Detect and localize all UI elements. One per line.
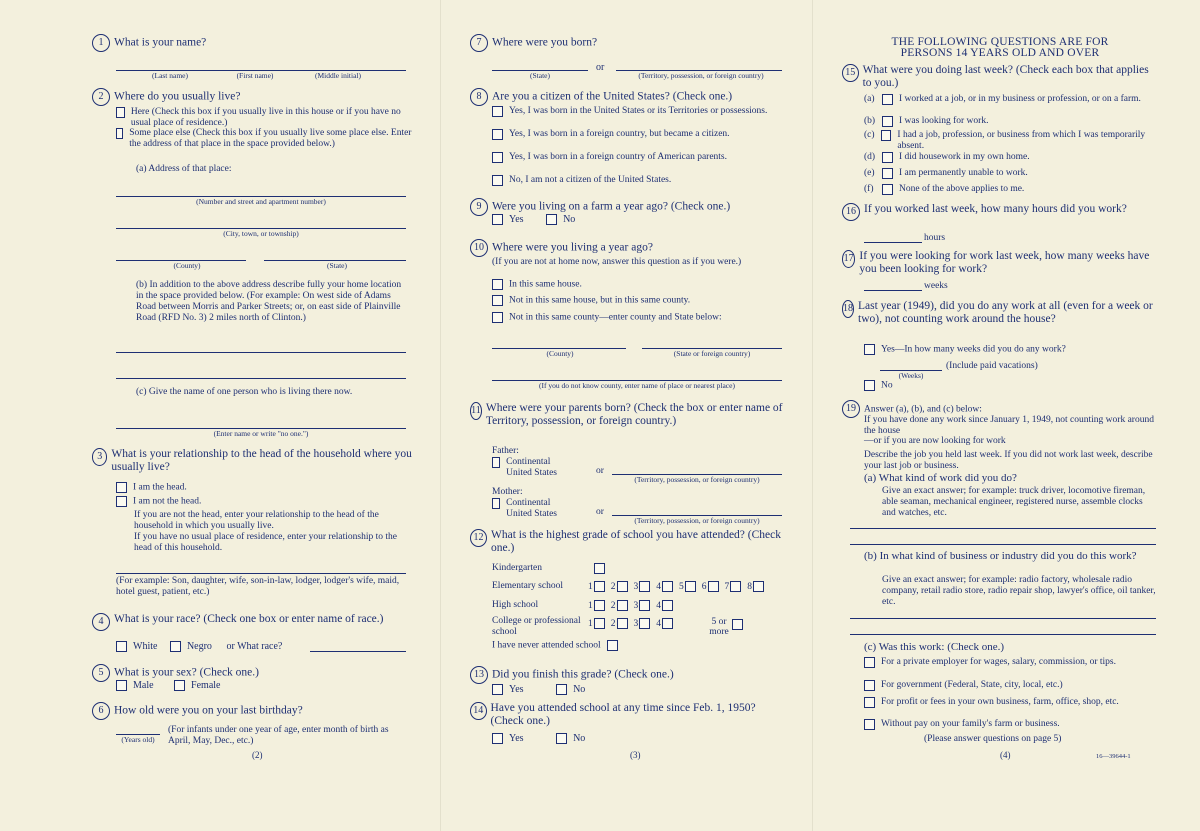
option-label: I worked at a job, or in my business or profession, or on a farm.	[899, 94, 1141, 104]
grade-number: 2	[610, 600, 616, 611]
high-school-label: High school	[492, 600, 539, 610]
option-label: Not in this same house, but in this same county.	[509, 295, 691, 306]
question-6	[92, 702, 414, 720]
activity-option-a	[864, 94, 1158, 105]
option-label: No, I am not a citizen of the United States.	[509, 175, 672, 185]
caption-territory: (Territory, possession, or foreign country)	[638, 71, 764, 80]
farm-options	[492, 214, 575, 226]
grade-number: 6	[701, 581, 707, 592]
checkbox-yes[interactable]	[492, 214, 503, 225]
fold-line	[812, 0, 813, 831]
question-text: Did you finish this grade? (Check one.)	[492, 668, 674, 681]
option-not-head	[116, 496, 201, 508]
option-label: Negro	[186, 641, 212, 652]
q19-condition-1: If you have done any work since January 1, 1949, not counting work around the house	[864, 415, 1154, 436]
college-grade-3	[634, 619, 653, 629]
option-label: No	[573, 733, 586, 744]
checkbox[interactable]	[594, 618, 605, 629]
question-text: Have you attended school at any time since Feb. 1, 1950? (Check one.)	[490, 702, 756, 728]
residence-option-1	[492, 279, 582, 291]
grade-number: 4	[656, 581, 661, 592]
question-number: 15	[842, 64, 859, 82]
option-label: Yes	[509, 733, 524, 744]
caption-enter-name: (Enter name or write "no one.")	[213, 429, 309, 438]
option-label: In this same house.	[509, 279, 582, 290]
checkbox-yes[interactable]	[492, 733, 503, 744]
question-number: 9	[470, 198, 488, 216]
address-label: (a) Address of that place:	[136, 164, 232, 174]
grade-number: 8	[747, 581, 752, 592]
elementary-grade-1	[588, 582, 607, 592]
checkbox[interactable]	[882, 184, 893, 195]
relationship-field[interactable]	[116, 573, 406, 574]
grade-number: 3	[633, 581, 639, 592]
question-text: Where were you born?	[492, 36, 598, 49]
paid-vacations-note: (Include paid vacations)	[946, 361, 1038, 371]
relationship-examples: (For example: Son, daughter, wife, son-in-law, lodger, lodger's wife, maid, hotel guest, patient, etc.)	[116, 576, 400, 597]
question-16	[842, 203, 1158, 221]
sex-options	[116, 680, 220, 692]
worked-1949-no	[864, 380, 893, 392]
checkbox[interactable]	[492, 498, 500, 509]
option-letter: (f)	[864, 184, 874, 194]
caption-county: (County)	[546, 349, 574, 358]
checkbox[interactable]	[639, 600, 650, 611]
fold-line	[440, 0, 441, 831]
question-number: 13	[470, 666, 488, 684]
option-label: I am not the head.	[133, 496, 202, 507]
caption-county: (County)	[173, 261, 201, 270]
checkbox[interactable]	[116, 496, 127, 507]
elementary-grades	[588, 581, 770, 593]
caption-middle-initial: (Middle initial)	[314, 71, 362, 80]
mother-continental	[492, 498, 572, 520]
or-label: or	[596, 62, 605, 73]
never-attended	[492, 640, 624, 652]
option-label: I was looking for work.	[899, 116, 989, 126]
question-number: 16	[842, 203, 860, 221]
checkbox[interactable]	[864, 697, 875, 708]
race-options	[116, 641, 282, 653]
checkbox-male[interactable]	[116, 680, 127, 691]
q19a-label: (a) What kind of work did you do?	[864, 472, 1017, 484]
question-number: 1	[92, 34, 110, 52]
checkbox-no[interactable]	[546, 214, 557, 225]
checkbox[interactable]	[594, 581, 605, 592]
caption-street: (Number and street and apartment number)	[196, 197, 326, 206]
race-field[interactable]	[310, 651, 406, 652]
question-text: Where were your parents born? (Check the box or enter name of Territory, possession, or foreign country.)	[485, 402, 783, 428]
checkbox-female[interactable]	[174, 680, 185, 691]
option-label: No	[563, 214, 576, 225]
elementary-grade-4	[656, 582, 675, 592]
checkbox[interactable]	[607, 640, 618, 651]
relationship-instructions: If you are not the head, enter your relationship to the head of the household in which you usually live.	[134, 510, 379, 531]
question-number: 18	[842, 300, 854, 318]
option-label: Some place else (Check this box if you usually live some place else. Enter the address of that place in the space provided below.)	[129, 128, 412, 149]
question-7	[470, 34, 788, 52]
elementary-grade-7	[725, 582, 744, 592]
question-8	[470, 88, 788, 106]
father-label: Father:	[492, 446, 519, 456]
checkbox[interactable]	[492, 312, 503, 323]
question-text: What is your race? (Check one box or enter name of race.)	[114, 613, 384, 625]
checkbox[interactable]	[492, 279, 503, 290]
checkbox[interactable]	[864, 680, 875, 691]
location-description: (b) In addition to the above address describe fully your home location in the space provided below. (For example: On west side of Adams Road between Morris and Parker Streets; or, on east side of Plainville Road (RFD No. 3) 2 miles north of Clinton.)	[136, 280, 402, 323]
checkbox[interactable]	[882, 152, 893, 163]
question-2	[92, 88, 414, 106]
option-label: Yes	[509, 684, 524, 695]
checkbox-no[interactable]	[556, 733, 567, 744]
citizen-option-2	[492, 129, 786, 140]
checkbox-college-5plus[interactable]	[732, 619, 743, 630]
option-label: I had a job, profession, or business from which I was temporarily absent.	[897, 130, 1146, 151]
employer-option-3	[864, 697, 1158, 708]
checkbox[interactable]	[617, 618, 628, 629]
grade-number: 7	[724, 581, 730, 592]
checkbox[interactable]	[639, 581, 650, 592]
option-label: Male	[133, 680, 154, 691]
high-school-grade-4	[656, 601, 675, 611]
question-17	[842, 250, 1158, 276]
question-text: What were you doing last week? (Check each box that applies to you.)	[862, 64, 1149, 90]
grade-number: 4	[656, 600, 661, 611]
option-label: Yes—In how many weeks did you do any work?	[881, 344, 1066, 355]
question-number: 12	[470, 529, 487, 547]
option-label: For government (Federal, State, city, local, etc.)	[881, 680, 1063, 690]
activity-option-e	[864, 168, 1158, 179]
option-label: Without pay on your family's farm or business.	[881, 719, 1060, 729]
college-grade-1	[588, 619, 607, 629]
caption-state: (State or foreign country)	[673, 349, 751, 358]
checkbox[interactable]	[116, 482, 127, 493]
option-label: No	[881, 380, 893, 391]
hours-label: hours	[924, 233, 946, 243]
question-number: 3	[92, 448, 107, 466]
option-label: I have never attended school	[492, 640, 601, 651]
caption-weeks: (Weeks)	[898, 371, 924, 380]
residence-option-3	[492, 312, 722, 324]
option-label: None of the above applies to me.	[899, 184, 1025, 194]
question-text: What is the highest grade of school you have attended? (Check one.)	[491, 529, 781, 555]
or-label: or	[596, 507, 604, 517]
caption-city: (City, town, or township)	[223, 229, 299, 238]
option-label: Yes	[509, 214, 524, 225]
option-label: Yes, I was born in the United States or its Territories or possessions.	[509, 106, 768, 116]
checkbox[interactable]	[492, 106, 503, 117]
location-field-1[interactable]	[116, 352, 406, 353]
checkbox[interactable]	[662, 618, 673, 629]
question-number: 17	[842, 250, 855, 268]
question-text: What is your relationship to the head of the household where you usually live?	[111, 448, 412, 474]
grade-number: 5	[679, 581, 684, 592]
caption-state: (State)	[530, 71, 550, 80]
checkbox[interactable]	[662, 600, 673, 611]
checkbox[interactable]	[594, 600, 605, 611]
question-number: 2	[92, 88, 110, 106]
or-label: or	[596, 466, 604, 476]
form-number: 16—39644-1	[1096, 753, 1131, 760]
checkbox[interactable]	[864, 380, 875, 391]
worked-1949-yes	[864, 344, 1066, 356]
checkbox[interactable]	[730, 581, 741, 592]
checkbox[interactable]	[492, 129, 503, 140]
checkbox[interactable]	[753, 581, 764, 592]
option-label: For a private employer for wages, salary, commission, or tips.	[881, 657, 1116, 667]
question-text: Last year (1949), did you do any work at all (even for a week or two), not counting work around the house?	[858, 300, 1153, 326]
grade-number: 3	[633, 600, 639, 611]
option-label: Yes, I was born in a foreign country, but became a citizen.	[509, 129, 730, 139]
section-title-line-2: PERSONS 14 YEARS OLD AND OVER	[900, 47, 1100, 59]
elementary-grade-8	[747, 582, 766, 592]
question-text: If you were looking for work last week, how many weeks have you been looking for work?	[859, 250, 1150, 276]
residence-option-2	[492, 295, 690, 307]
option-label: I am permanently unable to work.	[899, 168, 1028, 178]
q19-condition-2: —or if you are now looking for work	[864, 436, 1006, 446]
checkbox[interactable]	[492, 175, 503, 186]
question-number: 10	[470, 239, 488, 257]
option-some-place-else	[116, 128, 412, 150]
high-school-grade-2	[611, 601, 630, 611]
caption-place: (If you do not know county, enter name of place or nearest place)	[539, 381, 735, 390]
caption-state: (State)	[327, 261, 347, 270]
q10-note: (If you are not at home now, answer this question as if you were.)	[492, 257, 742, 267]
checkbox[interactable]	[662, 581, 673, 592]
q19b-examples: Give an exact answer; for example: radio factory, wholesale radio company, retail radio store, radio repair shop, lawyer's office, oil tanker, etc.	[882, 575, 1156, 607]
option-label: For profit or fees in your own business, farm, office, shop, etc.	[881, 697, 1119, 707]
finish-grade-options	[492, 684, 585, 696]
caption-territory: (Territory, possession, or foreign country)	[634, 475, 760, 484]
option-head	[116, 482, 187, 494]
checkbox[interactable]	[882, 94, 893, 105]
option-label: Yes, I was born in a foreign country of American parents.	[509, 152, 728, 162]
option-here	[116, 107, 412, 129]
attended-options	[492, 733, 585, 745]
question-text: Were you living on a farm a year ago? (Check one.)	[492, 200, 731, 213]
elementary-grade-6	[702, 582, 721, 592]
employer-option-2	[864, 680, 1158, 691]
checkbox-no[interactable]	[556, 684, 567, 695]
elementary-label: Elementary school	[492, 581, 563, 591]
question-4	[92, 613, 414, 631]
checkbox[interactable]	[492, 457, 500, 468]
checkbox[interactable]	[617, 581, 628, 592]
checkbox-kindergarten[interactable]	[594, 563, 605, 574]
high-school-grades	[588, 600, 679, 612]
caption-last-name: (Last name)	[151, 71, 189, 80]
kind-of-work-field-1[interactable]	[850, 528, 1156, 529]
question-text: Answer (a), (b), and (c) below:	[864, 404, 982, 415]
grade-number: 1	[588, 581, 593, 592]
option-label: Here (Check this box if you usually live in this house or if you have no usual place of residence.)	[130, 107, 401, 128]
grade-number: 2	[610, 618, 616, 629]
elementary-grade-5	[679, 582, 698, 592]
question-text: If you worked last week, how many hours did you work?	[864, 203, 1127, 215]
option-label: or What race?	[226, 641, 283, 652]
option-letter: (c)	[864, 130, 875, 140]
kind-of-work-field-2[interactable]	[850, 544, 1156, 545]
industry-field-2[interactable]	[850, 634, 1156, 635]
college-grade-4	[656, 619, 675, 629]
question-text: How old were you on your last birthday?	[114, 704, 303, 717]
question-12	[470, 529, 788, 555]
citizen-option-3	[492, 152, 786, 163]
question-13	[470, 666, 788, 684]
page-number: (4)	[1000, 750, 1011, 760]
five-or-more-label: 5 or more	[709, 617, 729, 637]
question-11	[470, 402, 788, 428]
q19-describe-job: Describe the job you held last week. If you did not work last week, describe your last job or business.	[864, 450, 1153, 471]
citizen-option-1	[492, 106, 786, 117]
question-number: 5	[92, 664, 110, 682]
high-school-grade-1	[588, 601, 607, 611]
citizen-option-4	[492, 175, 786, 186]
mother-label: Mother:	[492, 487, 523, 497]
checkbox[interactable]	[639, 618, 650, 629]
page-number: (2)	[252, 750, 263, 760]
checkbox[interactable]	[116, 128, 123, 139]
checkbox-negro[interactable]	[170, 641, 181, 652]
question-number: 6	[92, 702, 110, 720]
activity-option-b	[864, 116, 1158, 127]
checkbox[interactable]	[882, 116, 893, 127]
college-label: College or professional school	[492, 616, 581, 637]
grade-number: 2	[610, 581, 616, 592]
grade-number: 4	[656, 618, 661, 629]
q19c-label: (c) Was this work: (Check one.)	[864, 641, 1005, 653]
checkbox[interactable]	[492, 295, 503, 306]
checkbox[interactable]	[708, 581, 719, 592]
question-text: Where were you living a year ago?	[492, 241, 653, 254]
kindergarten-label: Kindergarten	[492, 563, 542, 573]
q19b-label: (b) In what kind of business or industry did you do this work?	[864, 550, 1137, 562]
checkbox[interactable]	[864, 657, 875, 668]
activity-option-f	[864, 184, 1158, 195]
question-10	[470, 239, 788, 257]
checkbox[interactable]	[116, 107, 125, 118]
question-14	[470, 702, 788, 728]
checkbox[interactable]	[864, 719, 875, 730]
grade-number: 3	[633, 618, 639, 629]
question-3	[92, 448, 414, 474]
employer-option-1	[864, 657, 1158, 668]
weeks-label: weeks	[924, 281, 948, 291]
question-number: 11	[470, 402, 482, 420]
question-number: 8	[470, 88, 488, 106]
continue-note: (Please answer questions on page 5)	[924, 734, 1062, 744]
no-residence-instructions: If you have no usual place of residence, enter your relationship to the head of this household.	[134, 532, 398, 553]
hours-field[interactable]	[864, 242, 922, 243]
checkbox[interactable]	[882, 168, 893, 179]
activity-option-d	[864, 152, 1158, 163]
page-number: (3)	[630, 750, 641, 760]
option-label: I did housework in my own home.	[899, 152, 1030, 162]
option-label: I am the head.	[133, 482, 187, 493]
weeks-field[interactable]	[864, 290, 922, 291]
grade-number: 1	[588, 600, 593, 611]
question-1	[92, 34, 414, 52]
elementary-grade-3	[634, 582, 653, 592]
option-label: Continental United States	[506, 457, 558, 478]
person-living-label: (c) Give the name of one person who is living there now.	[136, 387, 353, 397]
checkbox[interactable]	[685, 581, 696, 592]
option-letter: (b)	[864, 116, 876, 126]
employer-option-4	[864, 719, 1158, 730]
checkbox[interactable]	[881, 130, 891, 141]
question-text: What is your name?	[114, 36, 207, 49]
caption-territory: (Territory, possession, or foreign country)	[634, 516, 760, 525]
location-field-2[interactable]	[116, 378, 406, 379]
college-grade-2	[611, 619, 630, 629]
activity-option-c	[864, 130, 1158, 152]
option-letter: (a)	[864, 94, 875, 104]
checkbox-white[interactable]	[116, 641, 127, 652]
infant-note: (For infants under one year of age, enter month of birth as April, May, Dec., etc.)	[168, 725, 389, 746]
checkbox[interactable]	[617, 600, 628, 611]
caption-years-old: (Years old)	[121, 735, 155, 744]
checkbox[interactable]	[864, 344, 875, 355]
option-letter: (d)	[864, 152, 876, 162]
elementary-grade-2	[611, 582, 630, 592]
checkbox-yes[interactable]	[492, 684, 503, 695]
option-label: Female	[191, 680, 221, 691]
question-number: 7	[470, 34, 488, 52]
question-text: Are you a citizen of the United States? (Check one.)	[492, 90, 733, 103]
q19a-examples: Give an exact answer; for example: truck driver, locomotive fireman, able seaman, mechanical engineer, registered nurse, assemble clocks and watches, etc.	[882, 486, 1146, 518]
question-number: 19	[842, 400, 860, 418]
question-text: What is your sex? (Check one.)	[114, 666, 259, 679]
caption-first-name: (First name)	[236, 71, 274, 80]
option-letter: (e)	[864, 168, 875, 178]
question-18	[842, 300, 1158, 326]
section-title-line-1: THE FOLLOWING QUESTIONS ARE FOR	[891, 36, 1109, 48]
question-number: 4	[92, 613, 110, 631]
question-15	[842, 64, 1158, 90]
option-label: Not in this same county—enter county and State below:	[509, 312, 722, 323]
father-continental	[492, 457, 572, 479]
question-number: 14	[470, 702, 487, 720]
option-label: Continental United States	[506, 498, 558, 519]
high-school-grade-3	[634, 601, 653, 611]
industry-field-1[interactable]	[850, 618, 1156, 619]
option-label: No	[573, 684, 586, 695]
college-grades	[588, 618, 679, 630]
grade-number: 1	[588, 618, 593, 629]
question-text: Where do you usually live?	[114, 90, 241, 103]
checkbox[interactable]	[492, 152, 503, 163]
option-label: White	[133, 641, 158, 652]
